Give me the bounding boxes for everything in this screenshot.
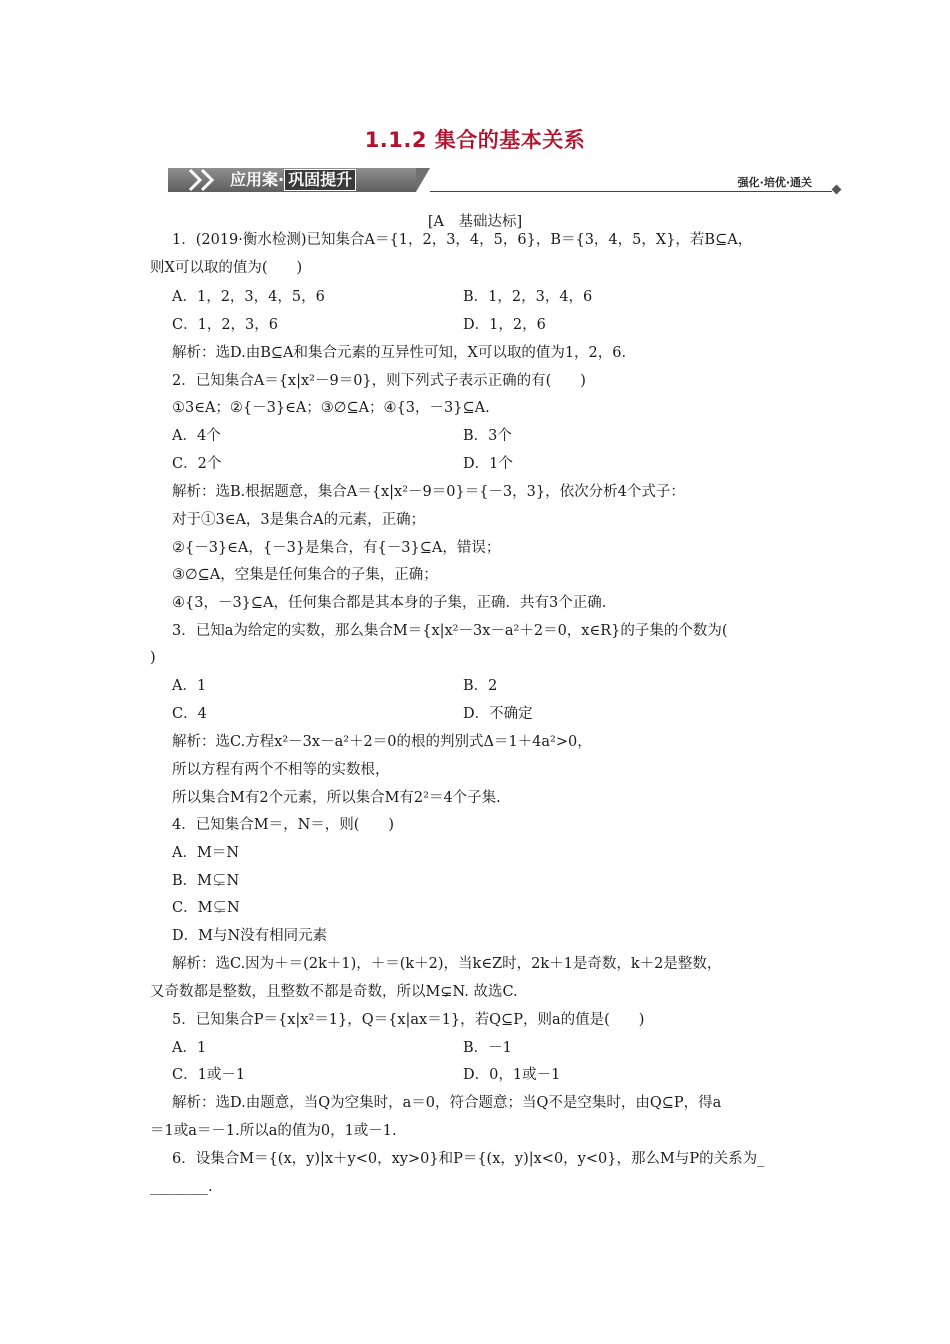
- section-heading: [A 基础达标]: [427, 214, 523, 230]
- chevron-right-icon: [200, 168, 216, 192]
- text-line: C．M⊊N: [172, 900, 240, 916]
- text-line: B．1，2，3，4，6: [463, 289, 593, 305]
- text-line: D．M与N没有相同元素: [172, 928, 328, 944]
- text-line: 3．已知a为给定的实数，那么集合M＝{x|x²－3x－a²＋2＝0，x∈R}的子集的个数为(: [172, 623, 728, 639]
- banner-boxed-label: 巩固提升: [284, 169, 356, 191]
- banner-right-label: 强化·培优·通关: [737, 176, 812, 189]
- text-line: ④{3，－3}⊆A，任何集合都是其本身的子集，正确．共有3个正确.: [172, 595, 607, 611]
- text-line: 解析：选D.由题意，当Q为空集时，a＝0，符合题意；当Q不是空集时，由Q⊆P，得a: [172, 1095, 722, 1111]
- text-line: A．1，2，3，4，5，6: [172, 289, 325, 305]
- section-banner: [168, 160, 840, 194]
- text-line: 2．已知集合A＝{x|x²－9＝0}，则下列式子表示正确的有( ): [172, 373, 586, 389]
- text-line: A．M＝N: [172, 845, 240, 861]
- text-line: ②{－3}∈A，{－3}是集合，有{－3}⊆A，错误；: [172, 540, 501, 556]
- text-line: D．不确定: [463, 706, 533, 722]
- text-line: A．1: [172, 678, 207, 694]
- text-line: 5．已知集合P＝{x|x²＝1}，Q＝{x|ax＝1}，若Q⊆P，则a的值是( ): [172, 1012, 645, 1028]
- text-line: 对于①3∈A，3是集合A的元素，正确；: [172, 512, 426, 528]
- text-line: 4．已知集合M＝，N＝，则( ): [172, 817, 395, 833]
- text-line: 解析：选D.由B⊆A和集合元素的互异性可知，X可以取的值为1，2，6.: [172, 345, 627, 361]
- text-line: ): [150, 650, 156, 666]
- text-line: 又奇数都是整数，且整数不都是奇数，所以M⊊N. 故选C.: [150, 984, 518, 1000]
- text-line: C．1或－1: [172, 1067, 246, 1083]
- text-line: A．4个: [172, 428, 221, 444]
- text-line: C．1，2，3，6: [172, 317, 278, 333]
- text-line: 解析：选C.因为＋＝(2k＋1)，＋＝(k＋2)，当k∈Z时，2k＋1是奇数，k＋2是整数，: [172, 956, 722, 972]
- text-line: 所以集合M有2个元素，所以集合M有2²＝4个子集.: [172, 790, 501, 806]
- text-line: B．2: [463, 678, 498, 694]
- text-line: D．0，1或－1: [463, 1067, 561, 1083]
- text-line: ________.: [150, 1179, 213, 1195]
- text-line: 6．设集合M＝{(x，y)|x＋y<0，xy>0}和P＝{(x，y)|x<0，y<0}，那么M与P的关系为_: [172, 1151, 765, 1167]
- text-line: 解析：选C.方程x²－3x－a²＋2＝0的根的判别式Δ＝1＋4a²>0，: [172, 734, 592, 750]
- text-line: 所以方程有两个不相等的实数根，: [172, 762, 390, 778]
- page-title: 1.1.2 集合的基本关系: [364, 128, 586, 152]
- text-line: 解析：选B.根据题意，集合A＝{x|x²－9＝0}＝{－3，3}，依次分析4个式子：: [172, 484, 685, 500]
- banner-label: 应用案·: [230, 170, 285, 189]
- text-line: B．3个: [463, 428, 512, 444]
- text-line: ①3∈A；②{－3}∈A；③∅⊆A；④{3，－3}⊆A.: [172, 400, 490, 416]
- text-line: D．1个: [463, 456, 513, 472]
- text-line: 1．(2019·衡水检测)已知集合A＝{1，2，3，4，5，6}，B＝{3，4，5，X}，若B⊆A，: [172, 232, 753, 248]
- text-line: ③∅⊆A，空集是任何集合的子集，正确；: [172, 567, 438, 583]
- text-line: ＝1或a＝－1.所以a的值为0，1或－1.: [150, 1123, 397, 1139]
- text-line: B．－1: [463, 1040, 512, 1056]
- diamond-icon: [832, 185, 842, 195]
- text-line: B．M⊊N: [172, 873, 240, 889]
- text-line: D．1，2，6: [463, 317, 546, 333]
- text-line: 则X可以取的值为( ): [150, 260, 303, 276]
- text-line: C．4: [172, 706, 207, 722]
- text-line: C．2个: [172, 456, 222, 472]
- text-line: A．1: [172, 1040, 207, 1056]
- banner-rule: [430, 191, 832, 192]
